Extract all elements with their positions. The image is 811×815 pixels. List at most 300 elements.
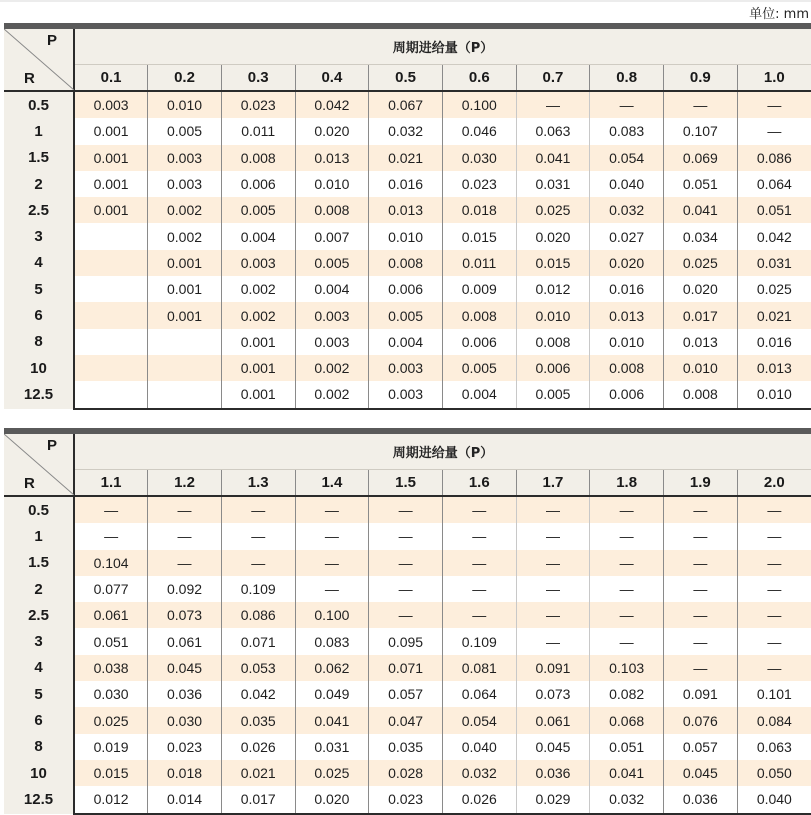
- table-cell: 0.001: [148, 302, 222, 328]
- column-header: 0.9: [664, 64, 738, 91]
- table-cell: 0.064: [442, 681, 516, 707]
- table-cell: 0.057: [369, 681, 443, 707]
- table-row: [4, 197, 811, 223]
- table-cell: —: [516, 91, 590, 118]
- table-cell: 0.016: [590, 276, 664, 302]
- table-cell: 0.008: [221, 145, 295, 171]
- corner-header: [4, 434, 74, 496]
- column-header: 0.5: [369, 64, 443, 91]
- table-cell: 0.001: [221, 355, 295, 381]
- table-row: [4, 655, 811, 681]
- table-cell: —: [590, 523, 664, 549]
- table-row: [4, 355, 811, 381]
- table-title: 周期进给量（P）: [74, 29, 811, 64]
- table-cell: 0.069: [664, 145, 738, 171]
- table-cell: 0.040: [737, 786, 811, 813]
- table-cell: 0.081: [442, 655, 516, 681]
- table-cell: 0.031: [295, 734, 369, 760]
- corner-p-label: P: [46, 32, 57, 49]
- row-header: 3: [4, 223, 74, 249]
- table-cell: 0.010: [590, 329, 664, 355]
- table-cell: 0.025: [295, 760, 369, 786]
- row-header: 3: [4, 628, 74, 654]
- table-cell: 0.025: [737, 276, 811, 302]
- table-cell: 0.002: [148, 197, 222, 223]
- table-cell: 0.023: [442, 171, 516, 197]
- table-cell: 0.041: [590, 760, 664, 786]
- table-cell: 0.025: [664, 250, 738, 276]
- table-cell: 0.006: [590, 381, 664, 408]
- table-cell: 0.010: [148, 91, 222, 118]
- table-cell: 0.034: [664, 223, 738, 249]
- table-cell: —: [369, 576, 443, 602]
- column-header: 0.8: [590, 64, 664, 91]
- table-cell: 0.053: [221, 655, 295, 681]
- table-cell: —: [369, 602, 443, 628]
- table-cell: 0.010: [295, 171, 369, 197]
- table-cell: 0.054: [590, 145, 664, 171]
- table-row: [4, 786, 811, 813]
- table-cell: 0.077: [93, 581, 129, 598]
- table-cell: 0.091: [516, 655, 590, 681]
- table-cell: —: [590, 602, 664, 628]
- table-cell: —: [590, 91, 664, 118]
- table-cell: 0.003: [148, 145, 222, 171]
- table-cell: 0.012: [516, 276, 590, 302]
- table-cell: —: [104, 528, 119, 545]
- table-cell: —: [516, 628, 590, 654]
- table-cell: 0.050: [737, 760, 811, 786]
- table-cell: —: [737, 628, 811, 654]
- table-cell: [74, 329, 148, 355]
- table-cell: 0.021: [221, 760, 295, 786]
- table-cell: 0.045: [148, 655, 222, 681]
- table-cell: 0.020: [664, 276, 738, 302]
- column-header: 1.4: [295, 469, 369, 496]
- feed-table-1: [4, 23, 811, 410]
- row-header: 1: [4, 523, 74, 549]
- column-header: 1.5: [369, 469, 443, 496]
- table-cell: 0.051: [93, 633, 129, 650]
- table-row: [4, 734, 811, 760]
- table-cell: 0.051: [664, 171, 738, 197]
- table-cell: —: [442, 602, 516, 628]
- table-cell: 0.051: [590, 734, 664, 760]
- table-cell: —: [664, 496, 738, 523]
- table-cell: —: [221, 523, 295, 549]
- table-cell: [74, 250, 148, 276]
- table-body: [4, 496, 811, 814]
- table-cell: 0.107: [664, 118, 738, 144]
- table-cell: 0.001: [93, 123, 129, 140]
- table-cell: 0.100: [295, 602, 369, 628]
- table-cell: 0.018: [148, 760, 222, 786]
- table-cell: 0.003: [295, 329, 369, 355]
- table-cell: 0.010: [737, 381, 811, 408]
- column-header: 1.3: [221, 469, 295, 496]
- table-cell: 0.041: [516, 145, 590, 171]
- table-cell: 0.026: [442, 786, 516, 813]
- table-row: [4, 602, 811, 628]
- table-cell: 0.013: [295, 145, 369, 171]
- table-cell: 0.063: [737, 734, 811, 760]
- table-cell: 0.086: [737, 145, 811, 171]
- column-header: 1.0: [737, 64, 811, 91]
- table-row: [4, 302, 811, 328]
- table-cell: 0.073: [516, 681, 590, 707]
- table-cell: —: [590, 576, 664, 602]
- corner-header: [4, 29, 74, 91]
- row-header: 8: [4, 734, 74, 760]
- table-cell: 0.068: [590, 707, 664, 733]
- table-row: [4, 329, 811, 355]
- table-cell: 0.027: [590, 223, 664, 249]
- table-row: [4, 91, 811, 118]
- table-cell: 0.030: [93, 686, 129, 703]
- table-cell: —: [516, 602, 590, 628]
- table-cell: 0.026: [221, 734, 295, 760]
- table-cell: 0.001: [148, 250, 222, 276]
- table-cell: 0.042: [737, 223, 811, 249]
- table-cell: 0.071: [369, 655, 443, 681]
- table-cell: 0.083: [590, 118, 664, 144]
- corner-p-label: P: [46, 437, 57, 454]
- unit-label: 单位: mm: [749, 7, 809, 22]
- column-header: 1.6: [442, 469, 516, 496]
- corner-r-label: R: [24, 475, 35, 492]
- table-row: [4, 145, 811, 171]
- table-cell: —: [295, 550, 369, 576]
- table-cell: 0.008: [664, 381, 738, 408]
- table-cell: 0.005: [516, 381, 590, 408]
- table-cell: 0.002: [295, 381, 369, 408]
- table-cell: 0.061: [148, 628, 222, 654]
- table-cell: —: [295, 496, 369, 523]
- row-header: 0.5: [4, 496, 74, 523]
- table-cell: 0.015: [516, 250, 590, 276]
- column-header: 0.1: [74, 64, 148, 91]
- table-cell: 0.104: [74, 550, 148, 576]
- table-cell: 0.109: [221, 576, 295, 602]
- table-cell: —: [737, 118, 811, 144]
- table-cell: 0.003: [295, 302, 369, 328]
- table-cell: —: [664, 91, 738, 118]
- column-header-row: [4, 64, 811, 91]
- table-cell: —: [74, 496, 148, 523]
- table-cell: 0.028: [369, 760, 443, 786]
- table-cell: 0.083: [295, 628, 369, 654]
- table-cell: —: [442, 523, 516, 549]
- diagonal-divider-icon: [4, 434, 74, 495]
- column-header: 1.1: [74, 469, 148, 496]
- table-cell: 0.021: [737, 302, 811, 328]
- corner-r-label: R: [24, 70, 35, 87]
- table-cell: 0.020: [590, 250, 664, 276]
- table-cell: 0.021: [369, 145, 443, 171]
- table-cell: 0.109: [442, 628, 516, 654]
- table-row: [4, 276, 811, 302]
- table-cell: —: [737, 655, 811, 681]
- column-header: 0.4: [295, 64, 369, 91]
- table-cell: 0.018: [442, 197, 516, 223]
- column-header: 0.6: [442, 64, 516, 91]
- column-header: 2.0: [737, 469, 811, 496]
- row-header: 5: [4, 681, 74, 707]
- table-cell: 0.031: [737, 250, 811, 276]
- table-row: [4, 496, 811, 523]
- table-cell: —: [664, 523, 738, 549]
- row-header: 2.5: [4, 197, 74, 223]
- table-cell: 0.006: [221, 171, 295, 197]
- row-header: 4: [4, 655, 74, 681]
- table-cell: 0.013: [590, 302, 664, 328]
- table-cell: 0.025: [516, 197, 590, 223]
- table-cell: 0.073: [148, 602, 222, 628]
- table-cell: [74, 302, 148, 328]
- table-cell: 0.017: [221, 786, 295, 813]
- row-header: 6: [4, 707, 74, 733]
- table-cell: 0.020: [516, 223, 590, 249]
- table-cell: 0.042: [221, 681, 295, 707]
- table-cell: —: [369, 550, 443, 576]
- table-cell: 0.031: [516, 171, 590, 197]
- table-cell: 0.084: [737, 707, 811, 733]
- table-cell: 0.032: [590, 197, 664, 223]
- table-cell: 0.017: [664, 302, 738, 328]
- table-cell: [74, 355, 148, 381]
- table-cell: 0.045: [516, 734, 590, 760]
- table-row: [4, 550, 811, 576]
- table-cell: 0.061: [74, 602, 148, 628]
- table-cell: 0.020: [295, 118, 369, 144]
- table-cell: 0.092: [148, 576, 222, 602]
- row-header: 12.5: [4, 786, 74, 813]
- row-header: 0.5: [4, 91, 74, 118]
- row-header: 1.5: [4, 550, 74, 576]
- table-cell: 0.029: [516, 786, 590, 813]
- table-cell: 0.020: [295, 786, 369, 813]
- table-row: [4, 707, 811, 733]
- row-header: 2: [4, 171, 74, 197]
- table-cell: 0.004: [221, 223, 295, 249]
- table-cell: 0.009: [442, 276, 516, 302]
- column-header: 1.7: [516, 469, 590, 496]
- table-cell: 0.003: [369, 355, 443, 381]
- table-cell: —: [516, 496, 590, 523]
- table-cell: 0.001: [221, 329, 295, 355]
- top-divider: [0, 0, 811, 2]
- table-cell: 0.007: [295, 223, 369, 249]
- table-cell: 0.005: [442, 355, 516, 381]
- table-cell: 0.040: [590, 171, 664, 197]
- column-header: 1.9: [664, 469, 738, 496]
- table-row: [4, 523, 811, 549]
- table-cell: 0.003: [221, 250, 295, 276]
- table-cell: 0.005: [369, 302, 443, 328]
- table-body: [4, 91, 811, 409]
- table-cell: —: [148, 523, 222, 549]
- table-cell: —: [737, 91, 811, 118]
- table-cell: 0.003: [74, 91, 148, 118]
- table-cell: —: [664, 550, 738, 576]
- table-cell: 0.030: [442, 145, 516, 171]
- table-cell: 0.103: [590, 655, 664, 681]
- table-cell: 0.054: [442, 707, 516, 733]
- table-row: [4, 681, 811, 707]
- table-cell: —: [516, 523, 590, 549]
- table-cell: —: [737, 576, 811, 602]
- row-header: 10: [4, 760, 74, 786]
- table-cell: 0.002: [221, 276, 295, 302]
- table-cell: [148, 381, 222, 408]
- table-cell: 0.064: [737, 171, 811, 197]
- table-cell: —: [737, 523, 811, 549]
- roughness-table: [4, 434, 811, 815]
- column-header: 0.2: [148, 64, 222, 91]
- table-cell: 0.045: [664, 760, 738, 786]
- table-cell: 0.004: [295, 276, 369, 302]
- table-cell: 0.012: [74, 786, 148, 813]
- table-cell: 0.091: [664, 681, 738, 707]
- table-cell: 0.067: [369, 91, 443, 118]
- row-header: 6: [4, 302, 74, 328]
- table-cell: 0.016: [737, 329, 811, 355]
- table-cell: 0.013: [737, 355, 811, 381]
- table-cell: 0.042: [295, 91, 369, 118]
- table-cell: —: [442, 496, 516, 523]
- table-cell: 0.038: [74, 655, 148, 681]
- row-header: 4: [4, 250, 74, 276]
- table-row: [4, 381, 811, 408]
- table-cell: 0.008: [516, 329, 590, 355]
- table-cell: 0.005: [295, 250, 369, 276]
- table-cell: 0.010: [664, 355, 738, 381]
- table-cell: —: [295, 523, 369, 549]
- row-header: 8: [4, 329, 74, 355]
- diagonal-divider-icon: [4, 29, 74, 90]
- column-header: 0.7: [516, 64, 590, 91]
- table-cell: 0.006: [442, 329, 516, 355]
- table-cell: 0.086: [221, 602, 295, 628]
- table-cell: 0.008: [295, 197, 369, 223]
- column-header: 1.8: [590, 469, 664, 496]
- table-cell: 0.006: [369, 276, 443, 302]
- column-header-row: [4, 469, 811, 496]
- row-header: 1.5: [4, 145, 74, 171]
- table-cell: 0.002: [295, 355, 369, 381]
- table-cell: 0.014: [148, 786, 222, 813]
- table-cell: 0.002: [148, 223, 222, 249]
- table-cell: —: [664, 576, 738, 602]
- feed-table-2: [4, 428, 811, 815]
- table-cell: 0.003: [369, 381, 443, 408]
- table-cell: 0.008: [590, 355, 664, 381]
- table-cell: 0.032: [590, 786, 664, 813]
- table-cell: 0.005: [221, 197, 295, 223]
- table-cell: 0.010: [369, 223, 443, 249]
- table-cell: 0.062: [295, 655, 369, 681]
- table-cell: —: [664, 602, 738, 628]
- table-cell: 0.041: [664, 197, 738, 223]
- column-header: 1.2: [148, 469, 222, 496]
- table-cell: [148, 355, 222, 381]
- table-cell: 0.047: [369, 707, 443, 733]
- table-cell: 0.015: [74, 760, 148, 786]
- table-cell: 0.005: [148, 118, 222, 144]
- table-cell: 0.036: [148, 681, 222, 707]
- table-cell: —: [369, 496, 443, 523]
- table-cell: 0.100: [442, 91, 516, 118]
- table-cell: —: [590, 496, 664, 523]
- table-cell: 0.035: [369, 734, 443, 760]
- table-cell: 0.003: [148, 171, 222, 197]
- table-cell: 0.010: [516, 302, 590, 328]
- table-cell: 0.076: [664, 707, 738, 733]
- table-cell: 0.011: [442, 250, 516, 276]
- table-cell: 0.032: [369, 118, 443, 144]
- table-cell: 0.006: [516, 355, 590, 381]
- table-cell: —: [664, 628, 738, 654]
- table-cell: 0.101: [737, 681, 811, 707]
- table-row: [4, 171, 811, 197]
- table-cell: —: [369, 523, 443, 549]
- table-cell: [148, 329, 222, 355]
- table-cell: —: [516, 550, 590, 576]
- table-cell: —: [737, 496, 811, 523]
- row-header: 12.5: [4, 381, 74, 408]
- table-cell: 0.004: [442, 381, 516, 408]
- table-cell: 0.061: [516, 707, 590, 733]
- table-cell: 0.036: [516, 760, 590, 786]
- column-header: 0.3: [221, 64, 295, 91]
- table-cell: 0.015: [442, 223, 516, 249]
- table-cell: 0.082: [590, 681, 664, 707]
- table-title: 周期进给量（P）: [74, 434, 811, 469]
- row-header: 5: [4, 276, 74, 302]
- table-cell: —: [516, 576, 590, 602]
- row-header: 2: [4, 576, 74, 602]
- table-cell: 0.046: [442, 118, 516, 144]
- table-cell: —: [221, 496, 295, 523]
- table-cell: 0.019: [93, 738, 129, 755]
- table-row: [4, 118, 811, 144]
- table-cell: —: [590, 628, 664, 654]
- table-cell: —: [442, 550, 516, 576]
- table-cell: 0.008: [369, 250, 443, 276]
- table-cell: 0.013: [369, 197, 443, 223]
- table-cell: 0.023: [221, 91, 295, 118]
- table-cell: 0.001: [93, 176, 129, 193]
- table-cell: 0.036: [664, 786, 738, 813]
- table-cell: 0.023: [148, 734, 222, 760]
- table-cell: 0.041: [295, 707, 369, 733]
- table-cell: —: [737, 550, 811, 576]
- table-cell: 0.001: [221, 381, 295, 408]
- table-cell: 0.008: [442, 302, 516, 328]
- table-cell: —: [442, 576, 516, 602]
- table-cell: [74, 381, 148, 408]
- table-cell: 0.011: [221, 118, 295, 144]
- table-cell: [74, 223, 148, 249]
- table-cell: 0.095: [369, 628, 443, 654]
- table-row: [4, 628, 811, 654]
- table-cell: 0.001: [74, 145, 148, 171]
- table-cell: —: [148, 550, 222, 576]
- table-cell: 0.071: [221, 628, 295, 654]
- table-cell: 0.030: [148, 707, 222, 733]
- table-cell: 0.035: [221, 707, 295, 733]
- table-cell: 0.001: [74, 197, 148, 223]
